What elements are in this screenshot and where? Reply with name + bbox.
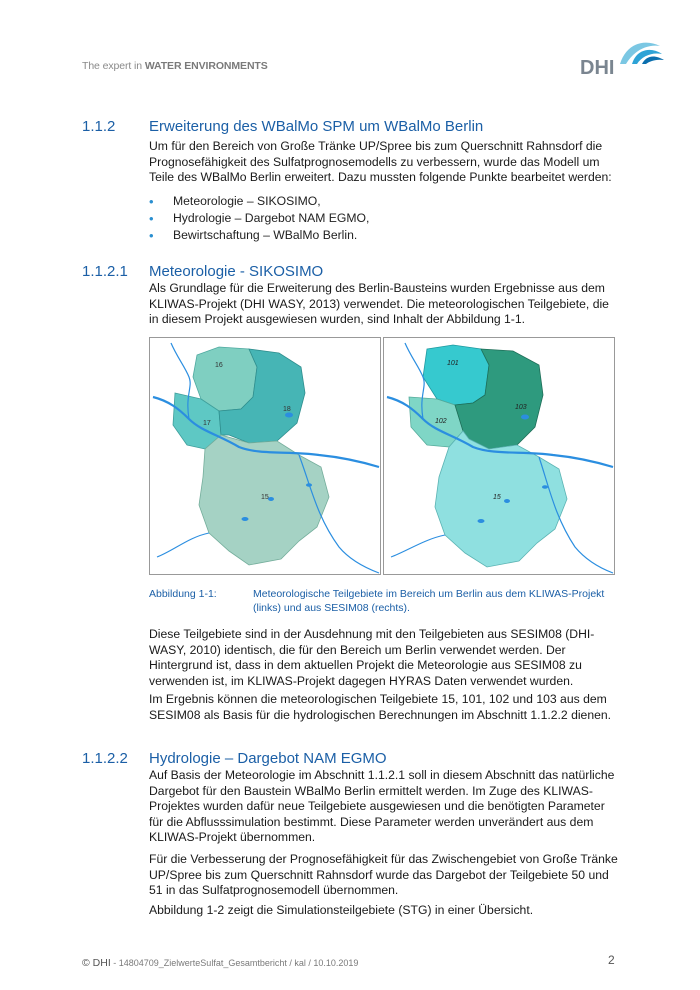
section-1-1-2-1-body-paragraph-1: Diese Teilgebiete sind in der Ausdehnung mit den Teilgebieten aus SESIM08 (DHI-WASY, 2010) identisch, die für den Bereich um Berlin verwendet werden. Der Hintergrund ist, dass in dem aktuellen Projekt die Meteorologie aus SESIM08 zu verwenden ist, im KLIWAS-Projekt dagegen HYRAS Daten verwendet wurden. [149,627,595,688]
dhi-logo [580,34,666,76]
right-label-15: 15 [493,494,501,501]
left-label-17: 17 [203,420,211,427]
footer [82,957,358,969]
logo-text: DHI [580,57,615,76]
tagline-prefix: The expert in [82,60,142,72]
caption-label: Abbildung 1-1: [149,588,217,600]
heading-number: 1.1.2 [82,118,116,135]
heading-number: 1.1.2.1 [82,263,128,280]
page-number: 2 [608,953,615,967]
left-label-18: 18 [283,406,291,413]
right-lake [478,519,485,523]
header-tagline [82,60,268,72]
list-item: • Hydrologie – Dargebot NAM EGMO, [149,210,369,227]
right-lake [504,499,510,503]
left-label-15: 15 [261,494,269,501]
list-item: • Meteorologie – SIKOSIMO, [149,193,369,210]
left-lake [285,413,293,418]
heading-title: Hydrologie – Dargebot NAM EGMO [149,750,387,767]
list-item: • Bewirtschaftung – WBalMo Berlin. [149,227,369,244]
heading-title: Meteorologie - SIKOSIMO [149,263,324,280]
section-1-1-2-2-paragraph-1: Auf Basis der Meteorologie im Abschnitt 1.1.2.1 soll in diesem Abschnitt das natürliche Dargebot für den Baustein WBalMo Berlin ermittelt werden. Im Zuge des KLIWAS-Projektes wurden dafür neue Teilgebiete ausgewiesen und die benötigten Parameter für die Abflusssimulation bestimmt. Diese Parameter werden unverändert aus dem KLIWAS-Projekt übernommen. [149,768,615,844]
right-label-101: 101 [447,360,459,367]
section-1-1-2-1-paragraph: Als Grundlage für die Erweiterung des Berlin-Bausteins wurden Ergebnisse aus dem KLIWAS-Projekt (DHI WASY, 2013) verwendet. Die meteorologischen Teilgebiete, die in diesem Projekt ausgewiesen wurden, sind Inhalt der Abbildung 1-1. [149,281,609,326]
logo-wave-3 [642,57,664,64]
caption-text: Meteorologische Teilgebiete im Bereich um Berlin aus dem KLIWAS-Projekt (links) und aus SESIM08 (rechts). [253,588,605,614]
left-lake [268,497,274,501]
right-lake [542,485,548,489]
heading-number: 1.1.2.2 [82,750,128,767]
left-lake [306,483,312,487]
heading-title: Erweiterung des WBalMo SPM um WBalMo Berlin [149,118,484,135]
tagline-bold: WATER ENVIRONMENTS [144,60,268,72]
figure-1-1-maps [149,337,615,575]
left-lake [242,517,249,521]
section-1-1-2-2-paragraph-3: Abbildung 1-2 zeigt die Simulationsteilgebiete (STG) in einer Übersicht. [149,903,534,917]
right-label-102: 102 [435,418,447,425]
footer-copyright: © DHI [82,957,111,969]
section-1-1-2-1-body-paragraph-2: Im Ergebnis können die meteorologischen Teilgebiete 15, 101, 102 und 103 aus dem SESIM08 als Basis für die hydrologischen Berechnungen im Abschnitt 1.1.2.2 dienen. [149,692,612,722]
left-map [150,338,381,575]
section-1-1-2-2-paragraph-2: Für die Verbesserung der Prognosefähigkeit für das Zwischengebiet von Große Tränke UP/Spree bis zum Querschnitt Rahnsdorf wurde das Dargebot der Teilgebiete 50 und 51 in das Sulfatprognosemodell übernommen. [149,852,618,897]
section-1-1-2-paragraph: Um für den Bereich von Große Tränke UP/Spree bis zum Querschnitt Rahnsdorf die Prognosefähigkeit des Sulfatprognosemodells zu verbessern, wurde das Modell um Teile des WBalMo Berlin erweitert. Dazu mussten folgende Punkte bearbeitet werden: [149,139,612,184]
right-map [384,338,615,575]
right-lake [521,415,529,420]
footer-doc-ref: - 14804709_ZielwerteSulfat_Gesamtbericht / kal / 10.10.2019 [110,958,359,968]
task-list [149,193,369,244]
right-label-103: 103 [515,404,527,411]
left-label-16: 16 [215,362,223,369]
